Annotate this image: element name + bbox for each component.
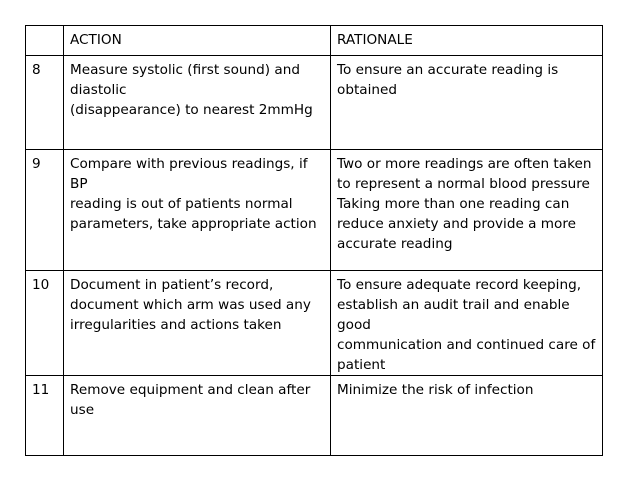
table-row (26, 150, 603, 271)
action-text: Remove equipment and clean after use (64, 376, 331, 456)
rationale-text: Minimize the risk of infection (331, 376, 603, 456)
step-number: 10 (26, 271, 64, 376)
action-text: Compare with previous readings, if BP reading is out of patients normal parameters, take appropriate action (64, 150, 331, 271)
action-text: Measure systolic (first sound) and diastolic (disappearance) to nearest 2mmHg (64, 56, 331, 150)
procedure-table (25, 25, 603, 456)
rationale-text: Two or more readings are often taken to represent a normal blood pressure Taking more than one reading can reduce anxiety and provide a more accurate reading (331, 150, 603, 271)
table-row (26, 271, 603, 376)
step-number: 11 (26, 376, 64, 456)
table-header-row (26, 26, 603, 56)
step-number: 9 (26, 150, 64, 271)
rationale-text: To ensure an accurate reading is obtained (331, 56, 603, 150)
table-row (26, 376, 603, 456)
header-rationale-cell: RATIONALE (331, 26, 603, 56)
header-action-cell: ACTION (64, 26, 331, 56)
rationale-text: To ensure adequate record keeping, establish an audit trail and enable good communication and continued care of patient (331, 271, 603, 376)
table-row (26, 56, 603, 150)
header-number-cell (26, 26, 64, 56)
action-text: Document in patient’s record, document which arm was used any irregularities and actions taken (64, 271, 331, 376)
step-number: 8 (26, 56, 64, 150)
